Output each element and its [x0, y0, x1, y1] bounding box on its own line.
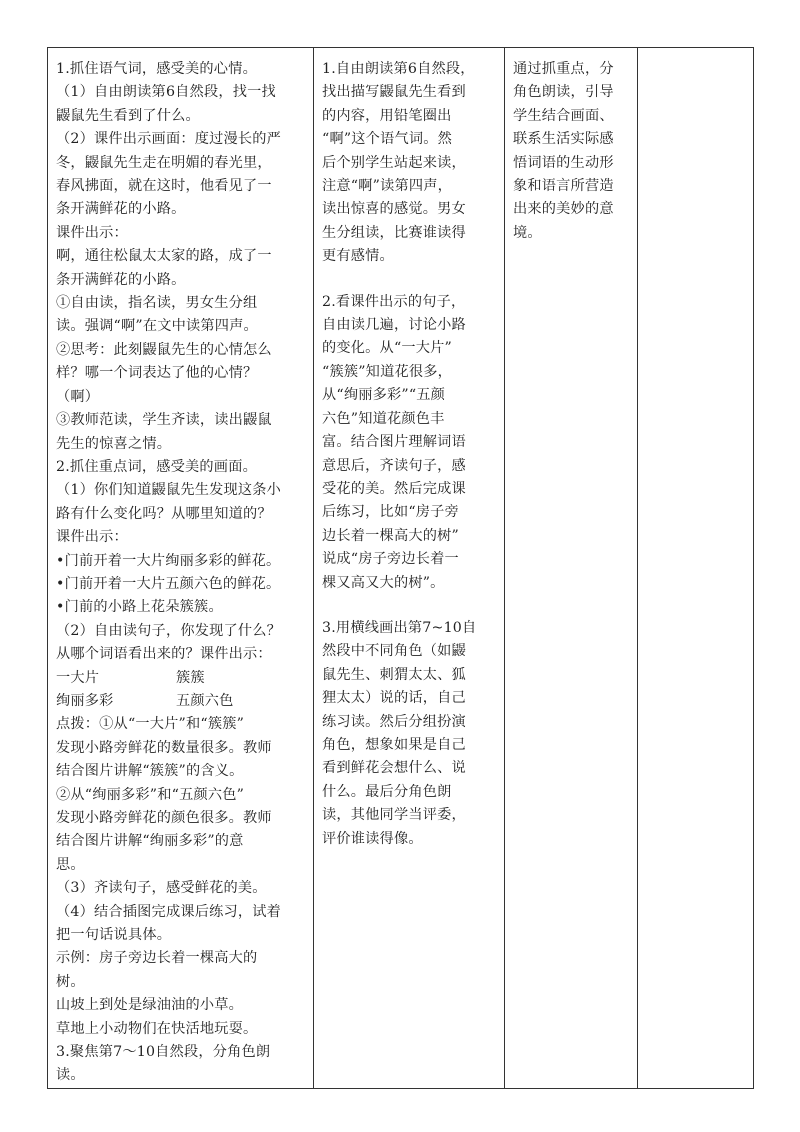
text-line: 说成“房子旁边长着一 [322, 551, 459, 568]
text-line: 发现小路旁鲜花的数量很多。教师 [56, 739, 272, 756]
student-activity-cell [314, 48, 505, 1089]
word-pair-item: 一大片 [56, 669, 100, 686]
text-line: 然段中不同角色（如鼹 [322, 643, 466, 660]
text-line: 练习读。然后分组扮演 [322, 713, 466, 730]
text-line: （4）结合插图完成课后练习，试着 [56, 903, 282, 920]
text-line: 棵又高又大的树”。 [322, 574, 445, 591]
text-line: 啊，通往松鼠太太家的路，成了一 [56, 248, 272, 265]
text-line: 从“绚丽多彩”“五颜 [322, 387, 446, 404]
word-pairs [56, 667, 305, 714]
text-line: 鼹鼠先生看到了什么。 [56, 107, 200, 124]
text-line: 生分组读，比赛谁读得 [322, 224, 466, 241]
text-line: （2）课件出示画面：度过漫长的严 [56, 131, 282, 148]
text-line: 富。结合图片理解词语 [322, 434, 466, 451]
text-line: 示例：房子旁边长着一棵高大的 [56, 950, 258, 967]
text-line: 狸太太）说的话，自己 [322, 690, 466, 707]
teaching-process-text-a [56, 58, 305, 667]
text-line: 3.聚焦第7～10自然段，分角色朗 [56, 1044, 271, 1061]
text-line: （2）自由读句子，你发现了什么？ [56, 622, 282, 639]
text-line: 自由读几遍，讨论小路 [322, 317, 466, 334]
text-line: 联系生活实际感 [513, 131, 614, 148]
text-line: ①自由读，指名读，男女生分组 [56, 295, 258, 312]
text-line: ③教师范读，学生齐读，读出鼹鼠 [56, 412, 272, 429]
text-line: （3）齐读句子，感受鲜花的美。 [56, 880, 267, 897]
text-line: 找出描写鼹鼠先生看到 [322, 84, 466, 101]
text-line: •门前的小路上花朵簇簇。 [56, 599, 223, 616]
text-line: 意思后，齐读句子，感 [322, 457, 466, 474]
text-line: 看到鲜花会想什么、说 [322, 760, 466, 777]
text-line: 1.自由朗读第6自然段， [322, 61, 475, 77]
text-line: 先生的惊喜之情。 [56, 435, 172, 452]
text-line: “啊”这个语气词。然 [322, 131, 453, 148]
spacer [322, 595, 496, 617]
text-line: 2.抓住重点词，感受美的画面。 [56, 458, 257, 475]
text-line: 六色”知道花颜色丰 [322, 410, 445, 427]
word-pair-row [56, 690, 305, 713]
teaching-process-text-b [56, 713, 305, 1088]
text-line: 发现小路旁鲜花的颜色很多。教师 [56, 810, 272, 826]
text-line: （1）你们知道鼹鼠先生发现这条小 [56, 482, 282, 499]
text-line: 的内容，用铅笔圈出 [322, 107, 452, 124]
text-line: 样？哪一个词表达了他的心情？ [56, 365, 258, 382]
text-line: •门前开着一大片绚丽多彩的鲜花。 [56, 552, 281, 569]
text-line: 冬，鼹鼠先生走在明媚的春光里， [56, 154, 272, 171]
text-line: 的变化。从“一大片” [322, 340, 453, 357]
text-line: 结合图片讲解“簇簇”的含义。 [56, 763, 244, 780]
text-line: 出来的美妙的意 [513, 201, 614, 218]
text-line: 境。 [513, 224, 542, 241]
text-line: 角色朗读，引导 [513, 84, 614, 101]
text-line: 后个别学生站起来读， [322, 154, 466, 171]
text-line: 春风拂面，就在这时，他看见了一 [56, 178, 272, 195]
text-line: 2.看课件出示的句子， [322, 293, 466, 310]
student-activity-2 [322, 291, 496, 595]
text-line: 边长着一棵高大的树” [322, 527, 459, 544]
text-line: 课件出示： [56, 224, 128, 241]
text-line: 鼠先生、刺猬太太、狐 [322, 666, 466, 683]
text-line: 通过抓重点，分 [513, 61, 614, 77]
text-line: 1.抓住语气词，感受美的心情。 [56, 61, 257, 77]
text-line: 读。 [56, 1067, 85, 1084]
word-pair-item: 簇簇 [176, 669, 205, 686]
text-line: 悟词语的生动形 [513, 154, 614, 171]
text-line: ②思考：此刻鼹鼠先生的心情怎么 [56, 341, 272, 358]
text-line: 更有感情。 [322, 248, 394, 265]
spacer [322, 269, 496, 291]
student-activity-1 [322, 58, 496, 269]
teaching-process-cell [48, 48, 314, 1089]
text-line: 学生结合画面、 [513, 107, 614, 124]
text-line: 受花的美。然后完成课 [322, 480, 466, 497]
text-line: 路有什么变化吗？从哪里知道的？ [56, 505, 272, 522]
text-line: 课件出示： [56, 529, 128, 546]
text-line: 山坡上到处是绿油油的小草。 [56, 997, 244, 1014]
text-line: 读，其他同学当评委， [322, 807, 466, 824]
text-line: ②从“绚丽多彩”和“五颜六色” [56, 786, 245, 803]
text-line: 条开满鲜花的小路。 [56, 271, 186, 288]
text-line: 读出惊喜的感觉。男女 [322, 201, 466, 218]
text-line: 结合图片讲解“绚丽多彩”的意 [56, 833, 244, 850]
student-activity-3 [322, 617, 496, 851]
text-line: 读。强调“啊”在文中读第四声。 [56, 318, 258, 335]
text-line: 把一句话说具体。 [56, 927, 172, 944]
text-line: 注意“啊”读第四声， [322, 178, 453, 195]
text-line: 条开满鲜花的小路。 [56, 201, 186, 218]
text-line: “簇簇”知道花很多， [322, 363, 453, 380]
text-line: 草地上小动物们在快活地玩耍。 [56, 1020, 258, 1037]
text-line: 角色，想象如果是自己 [322, 736, 466, 753]
text-line: 3.用横线画出第7~10自 [322, 619, 477, 636]
text-line: 树。 [56, 973, 85, 990]
word-pair-item: 五颜六色 [176, 692, 234, 709]
word-pair-item: 绚丽多彩 [56, 692, 114, 709]
text-line: 象和语言所营造 [513, 178, 614, 195]
table-row [48, 48, 754, 1089]
design-intent-cell [505, 48, 638, 1089]
lesson-plan-table [47, 47, 754, 1089]
text-line: 什么。最后分角色朗 [322, 783, 452, 800]
text-line: （啊） [56, 388, 100, 405]
text-line: 从哪个词语看出来的？课件出示： [56, 646, 272, 663]
text-line: （1）自由朗读第6自然段，找一找 [56, 84, 276, 101]
word-pair-row [56, 667, 305, 690]
text-line: 思。 [56, 856, 85, 873]
design-intent-text [513, 58, 629, 245]
text-line: 后练习，比如“房子旁 [322, 504, 459, 521]
text-line: •门前开着一大片五颜六色的鲜花。 [56, 575, 281, 592]
text-line: 评价谁读得像。 [322, 830, 423, 847]
text-line: 点拨：①从“一大片”和“簇簇” [56, 716, 245, 733]
notes-cell [638, 48, 754, 1089]
